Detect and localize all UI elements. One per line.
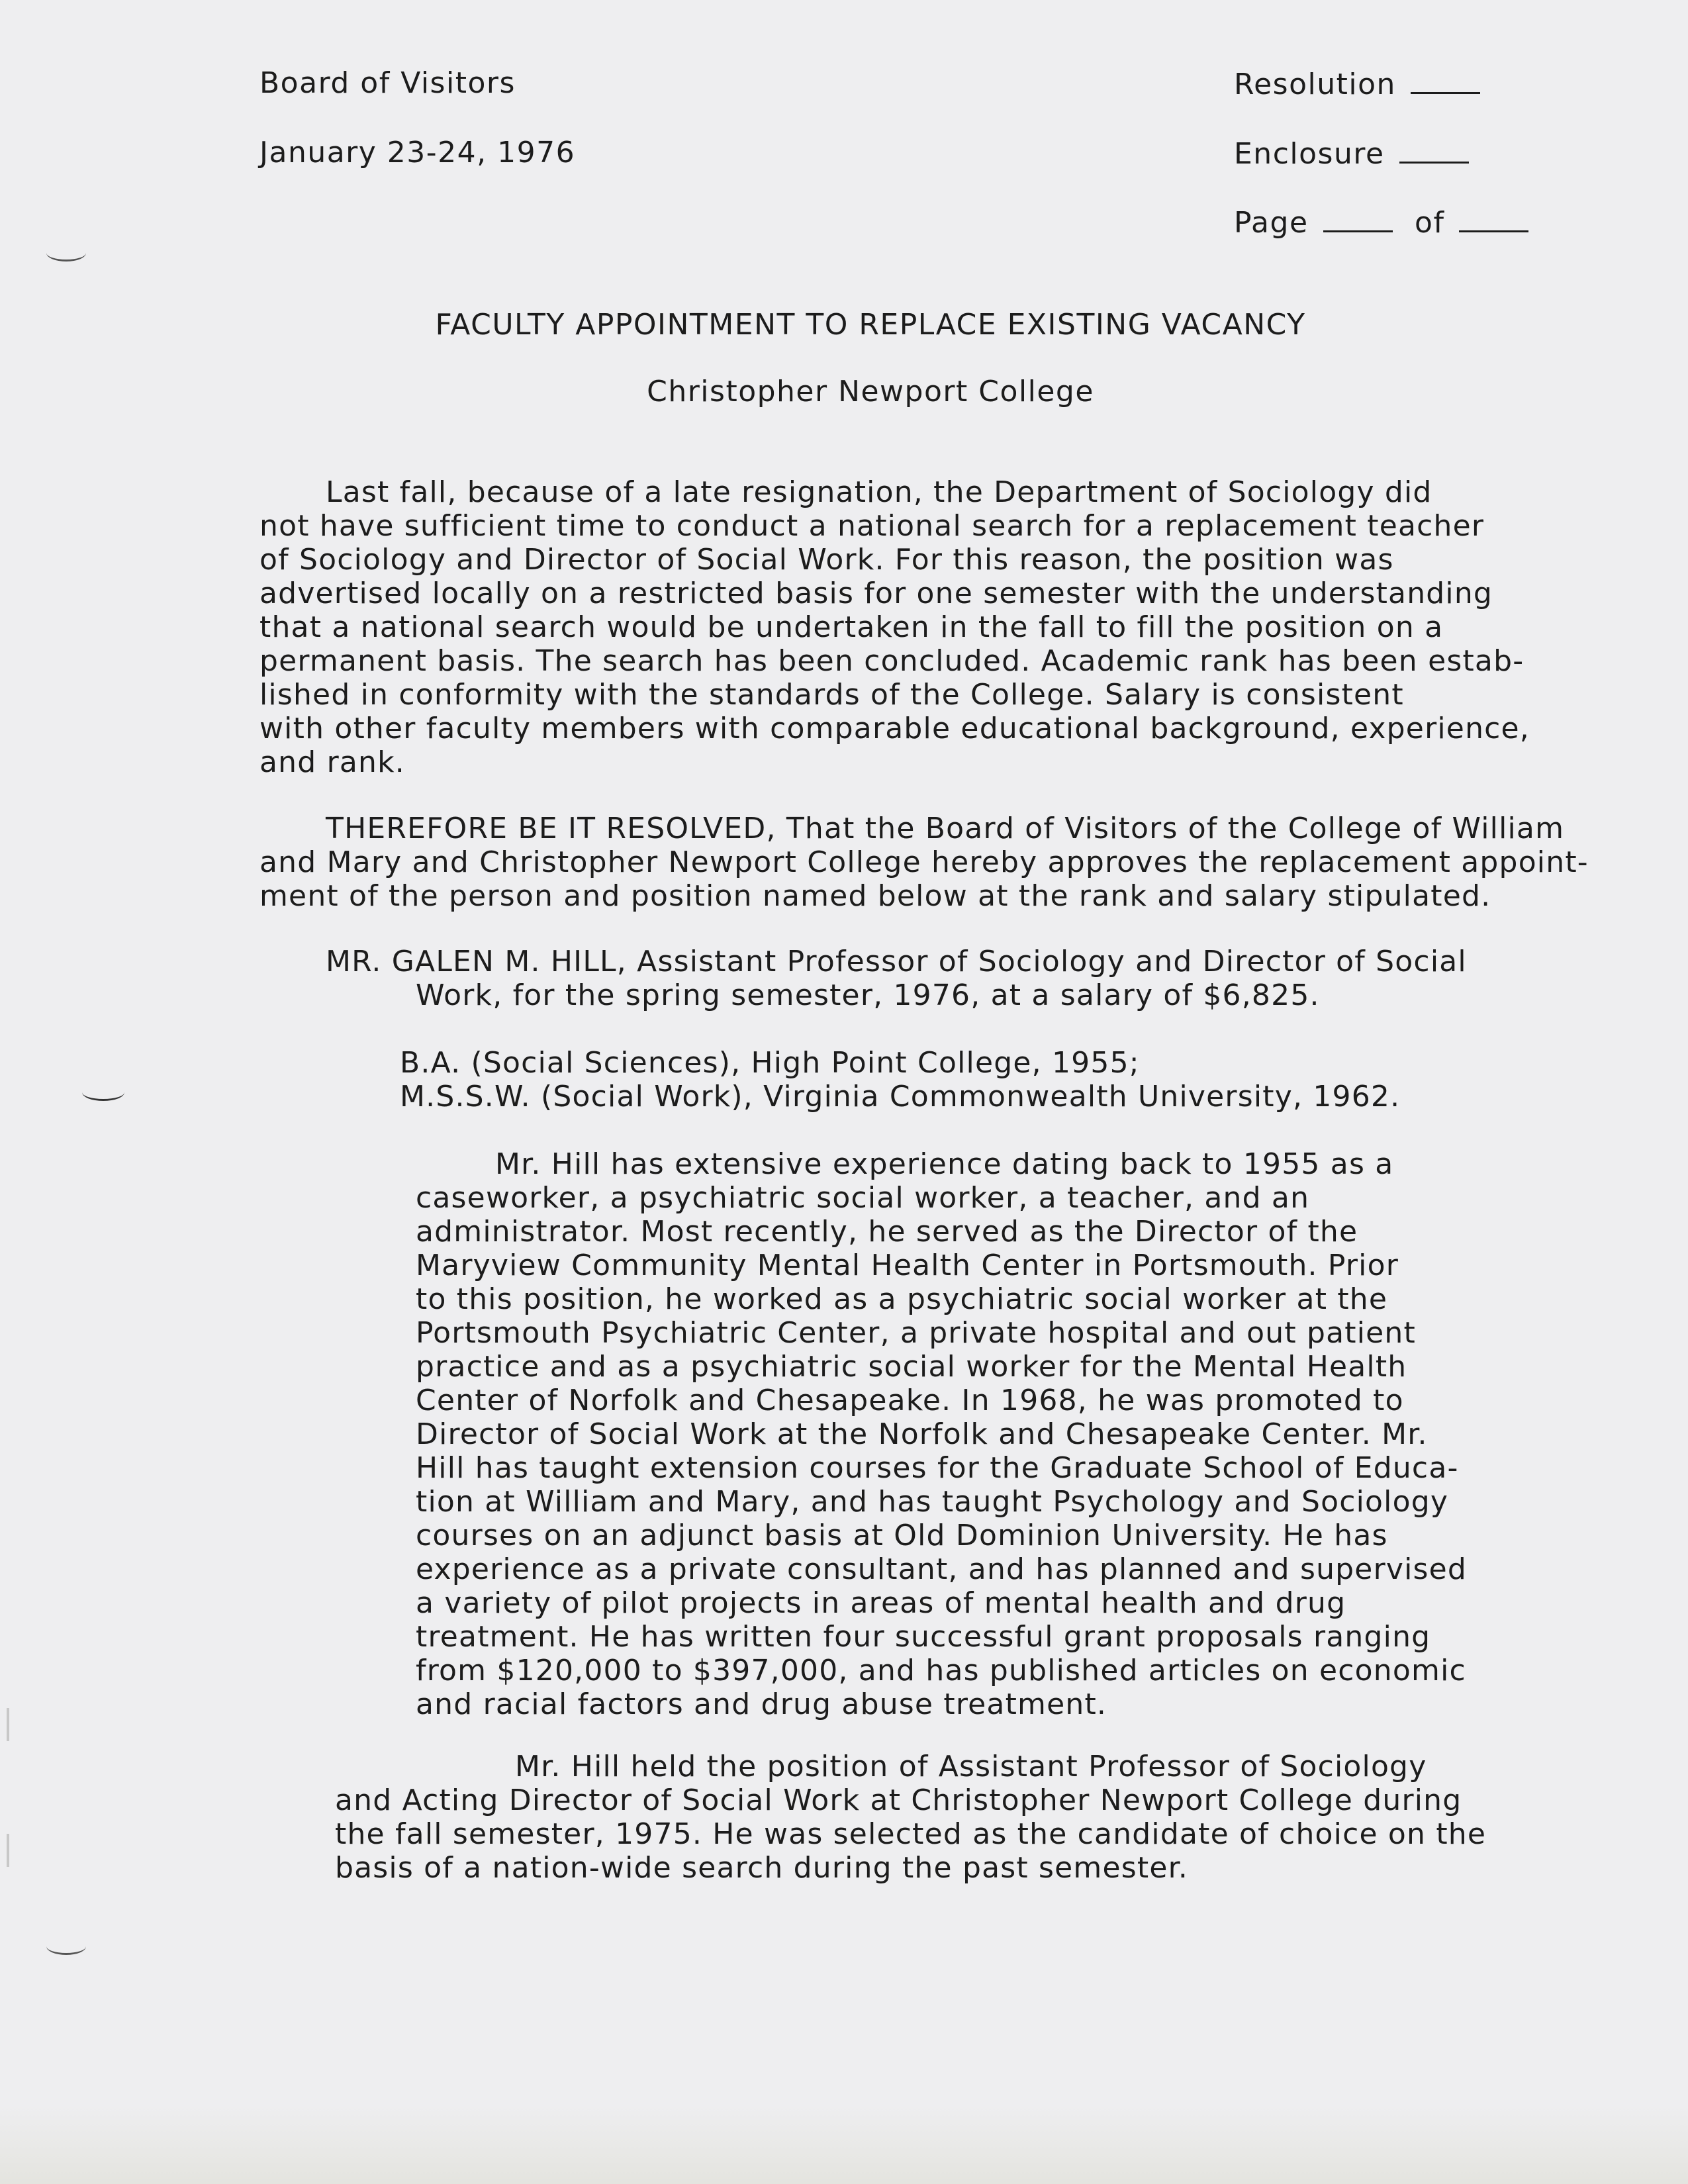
- resolution-blank: [1411, 70, 1480, 94]
- paragraph-line: a variety of pilot projects in areas of mental health and drug: [416, 1586, 1346, 1620]
- page-field: [1234, 206, 1528, 240]
- page-number-blank: [1323, 208, 1393, 232]
- page-label: Page: [1234, 206, 1309, 240]
- paragraph-line: of Sociology and Director of Social Work. For this reason, the position was: [259, 543, 1394, 577]
- enclosure-label: Enclosure: [1234, 137, 1385, 171]
- resolution-field: [1234, 68, 1480, 101]
- paragraph-line: Portsmouth Psychiatric Center, a private hospital and out patient: [416, 1316, 1416, 1350]
- paragraph-line: and Acting Director of Social Work at Christopher Newport College during: [335, 1783, 1462, 1817]
- paragraph-line: Director of Social Work at the Norfolk and Chesapeake Center. Mr.: [416, 1417, 1428, 1451]
- paragraph-line: Mr. Hill has extensive experience dating back to 1955 as a: [495, 1147, 1394, 1181]
- enclosure-blank: [1399, 139, 1469, 164]
- paragraph-line: that a national search would be undertaken in the fall to fill the position on a: [259, 610, 1444, 644]
- paragraph-line: to this position, he worked as a psychiatric social worker at the: [416, 1282, 1388, 1316]
- paragraph-line: Mr. Hill held the position of Assistant Professor of Sociology: [515, 1750, 1427, 1783]
- paragraph-line: with other faculty members with comparable educational background, experience,: [259, 712, 1530, 745]
- paragraph-line: from $120,000 to $397,000, and has published articles on economic: [416, 1654, 1466, 1687]
- paragraph-line: and rank.: [259, 745, 405, 779]
- paragraph-line: caseworker, a psychiatric social worker, a teacher, and an: [416, 1181, 1310, 1215]
- degree-line: B.A. (Social Sciences), High Point College, 1955;: [400, 1046, 1140, 1080]
- resolution-label: Resolution: [1234, 68, 1396, 101]
- paragraph-line: and Mary and Christopher Newport College hereby approves the replacement appoint-: [259, 845, 1589, 879]
- paragraph-line: treatment. He has written four successful grant proposals ranging: [416, 1620, 1431, 1654]
- experience-paragraph: [416, 1147, 1467, 1721]
- background-paragraph: [259, 475, 1530, 779]
- paragraph-line: administrator. Most recently, he served as the Director of the: [416, 1215, 1358, 1249]
- appointment-line: MR. GALEN M. HILL, Assistant Professor of Sociology and Director of Social: [326, 945, 1467, 978]
- paragraph-line: Center of Norfolk and Chesapeake. In 1968, he was promoted to: [416, 1384, 1404, 1417]
- paragraph-line: lished in conformity with the standards of the College. Salary is consistent: [259, 678, 1404, 712]
- paragraph-line: tion at William and Mary, and has taught Psychology and Sociology: [416, 1485, 1449, 1519]
- paragraph-line: THEREFORE BE IT RESOLVED, That the Board of Visitors of the College of William: [326, 812, 1565, 845]
- paragraph-line: basis of a nation-wide search during the past semester.: [335, 1851, 1189, 1885]
- board-label: Board of Visitors: [259, 66, 516, 100]
- paragraph-line: ment of the person and position named below at the rank and salary stipulated.: [259, 879, 1491, 913]
- resolution-paragraph: [259, 812, 1589, 913]
- paragraph-line: practice and as a psychiatric social worker for the Mental Health: [416, 1350, 1407, 1384]
- paragraph-line: courses on an adjunct basis at Old Dominion University. He has: [416, 1519, 1388, 1552]
- scan-bottom-edge: [0, 2105, 1688, 2184]
- paragraph-line: advertised locally on a restricted basis for one semester with the understanding: [259, 577, 1493, 610]
- of-label: of: [1415, 206, 1445, 240]
- paragraph-line: Last fall, because of a late resignation, the Department of Sociology did: [326, 475, 1432, 509]
- meeting-date: January 23-24, 1976: [259, 136, 576, 169]
- scan-edge-mark: [7, 1834, 9, 1867]
- paragraph-line: Maryview Community Mental Health Center in Portsmouth. Prior: [416, 1249, 1399, 1282]
- appointment-line: Work, for the spring semester, 1976, at a salary of $6,825.: [416, 978, 1320, 1012]
- paragraph-line: the fall semester, 1975. He was selected as the candidate of choice on the: [335, 1817, 1487, 1851]
- enclosure-field: [1234, 137, 1469, 171]
- page-total-blank: [1459, 208, 1528, 232]
- paragraph-line: Hill has taught extension courses for the Graduate School of Educa-: [416, 1451, 1459, 1485]
- document-title: FACULTY APPOINTMENT TO REPLACE EXISTING VACANCY: [435, 308, 1306, 342]
- appointment-entry: [326, 945, 1467, 1012]
- paragraph-line: experience as a private consultant, and has planned and supervised: [416, 1552, 1468, 1586]
- degree-line: M.S.S.W. (Social Work), Virginia Commonwealth University, 1962.: [400, 1080, 1401, 1114]
- binder-hole-mark: [46, 1946, 86, 1955]
- paragraph-line: permanent basis. The search has been concluded. Academic rank has been estab-: [259, 644, 1524, 678]
- scan-edge-mark: [7, 1708, 9, 1741]
- binder-hole-mark: [82, 1092, 124, 1101]
- binder-hole-mark: [46, 253, 86, 261]
- paragraph-line: and racial factors and drug abuse treatment.: [416, 1687, 1107, 1721]
- college-subtitle: Christopher Newport College: [647, 375, 1094, 408]
- paragraph-line: not have sufficient time to conduct a national search for a replacement teacher: [259, 509, 1485, 543]
- degrees-list: [400, 1046, 1400, 1114]
- closing-paragraph: [335, 1750, 1486, 1885]
